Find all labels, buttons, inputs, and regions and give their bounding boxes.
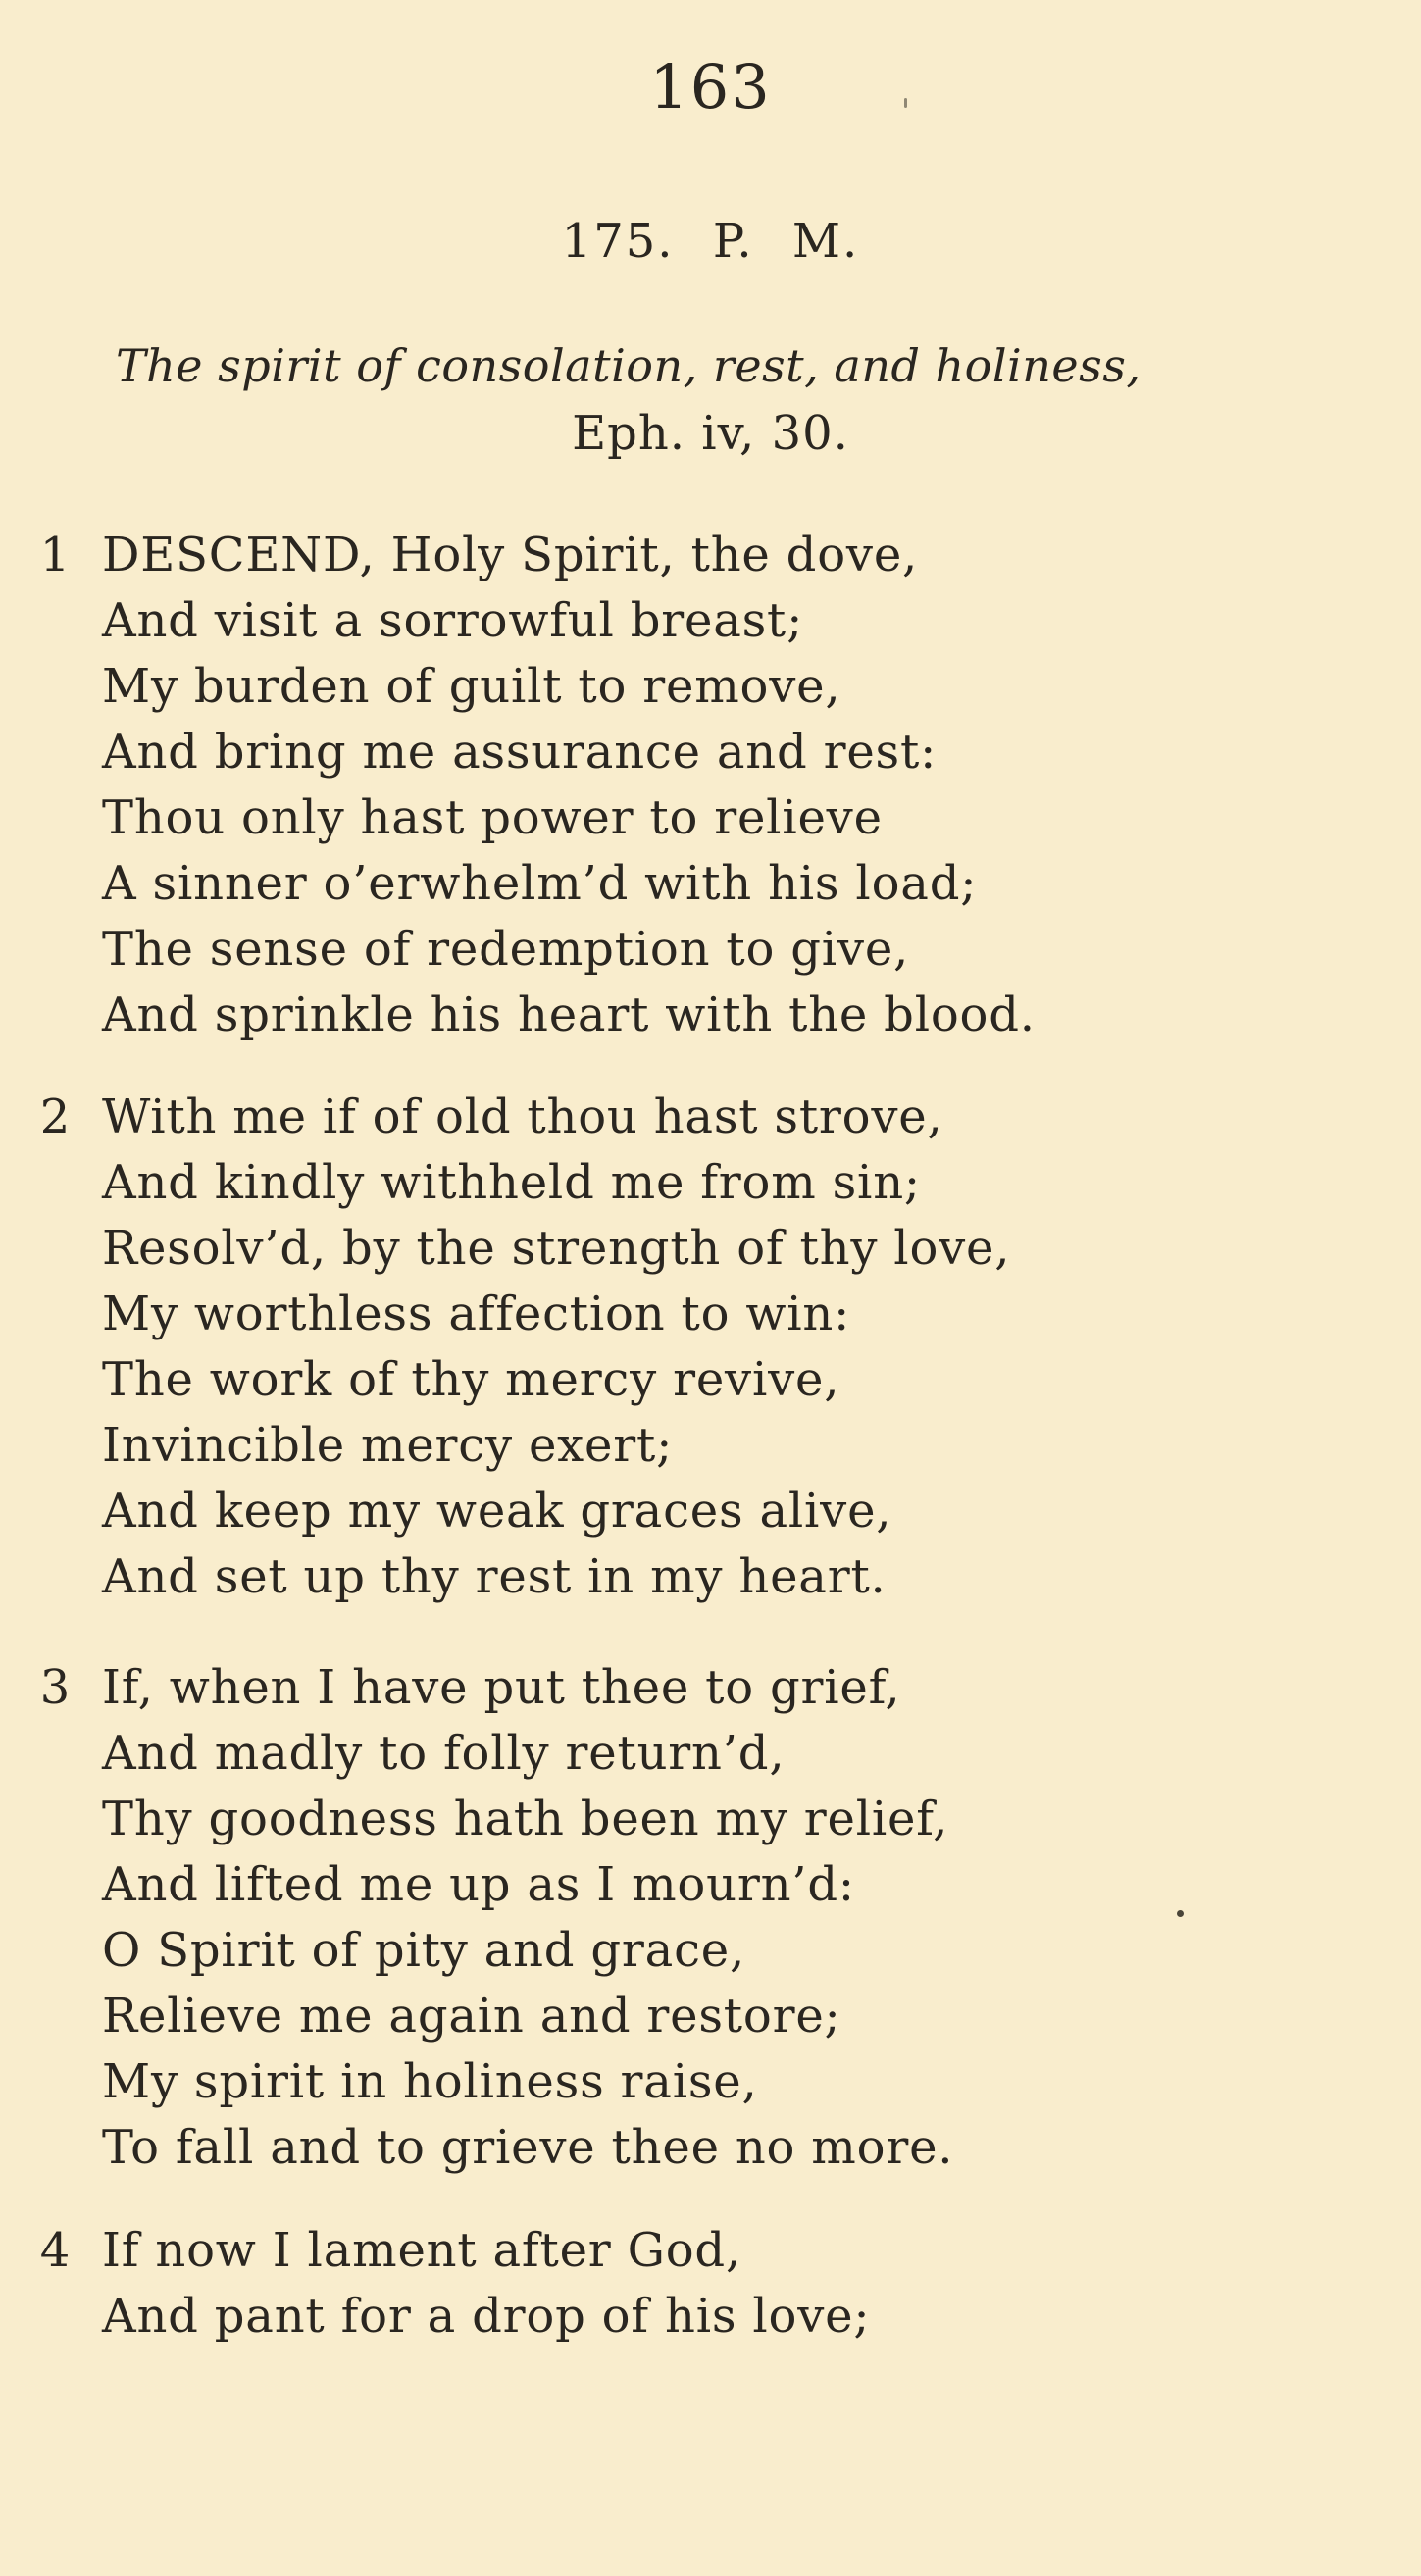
verse-line: With me if of old thou hast strove, bbox=[102, 1089, 943, 1144]
verse-line: Thou only hast power to relieve bbox=[102, 790, 883, 845]
verse-line: And madly to folly return’d, bbox=[102, 1726, 786, 1781]
verse-line: And kindly withheld me from sin; bbox=[102, 1155, 921, 1210]
verse-line: DESCEND, Holy Spirit, the dove, bbox=[102, 528, 919, 582]
verse-line: A sinner o’erwhelm’d with his load; bbox=[102, 856, 978, 911]
stanza-number: 2 bbox=[39, 1089, 71, 1144]
stanza-number: 3 bbox=[39, 1660, 71, 1715]
verse-line: And sprinkle his heart with the blood. bbox=[102, 987, 1036, 1042]
page-number: 163 bbox=[649, 51, 772, 123]
verse-line: O Spirit of pity and grace, bbox=[102, 1923, 746, 1978]
hymn-number: 175. bbox=[561, 214, 675, 269]
verse-line: If now I lament after God, bbox=[102, 2223, 742, 2278]
scripture-reference: Eph. iv, 30. bbox=[572, 406, 849, 461]
verse-line: Relieve me again and restore; bbox=[102, 1989, 841, 2044]
verse-line: Invincible mercy exert; bbox=[102, 1418, 674, 1473]
verse-line: Thy goodness hath been my relief, bbox=[102, 1792, 949, 1846]
verse-line: My burden of guilt to remove, bbox=[102, 659, 841, 714]
hymn-heading bbox=[0, 214, 1421, 269]
verse-line: If, when I have put thee to grief, bbox=[102, 1660, 901, 1715]
hymn-meter: P. M. bbox=[712, 214, 860, 269]
verse-line: And lifted me up as I mourn’d: bbox=[102, 1857, 855, 1912]
stanza-number: 1 bbox=[39, 528, 71, 582]
verse-line: To fall and to grieve thee no more. bbox=[102, 2120, 954, 2175]
verse-line: And bring me assurance and rest: bbox=[102, 725, 938, 780]
hymn-subtitle: The spirit of consolation, rest, and holiness, bbox=[116, 339, 1142, 392]
stanza-number: 4 bbox=[39, 2223, 71, 2278]
ink-speck bbox=[904, 98, 907, 108]
verse-line: The sense of redemption to give, bbox=[102, 922, 910, 977]
verse-line: My spirit in holiness raise, bbox=[102, 2054, 758, 2109]
verse-line: And set up thy rest in my heart. bbox=[102, 1549, 887, 1604]
verse-line: The work of thy mercy revive, bbox=[102, 1352, 840, 1407]
verse-line: And keep my weak graces alive, bbox=[102, 1484, 892, 1539]
verse-line: And visit a sorrowful breast; bbox=[102, 593, 804, 648]
verse-line: Resolv’d, by the strength of thy love, bbox=[102, 1221, 1011, 1276]
verse-line: My worthless affection to win: bbox=[102, 1287, 851, 1341]
ink-speck bbox=[1177, 1910, 1184, 1917]
verse-line: And pant for a drop of his love; bbox=[102, 2289, 871, 2344]
